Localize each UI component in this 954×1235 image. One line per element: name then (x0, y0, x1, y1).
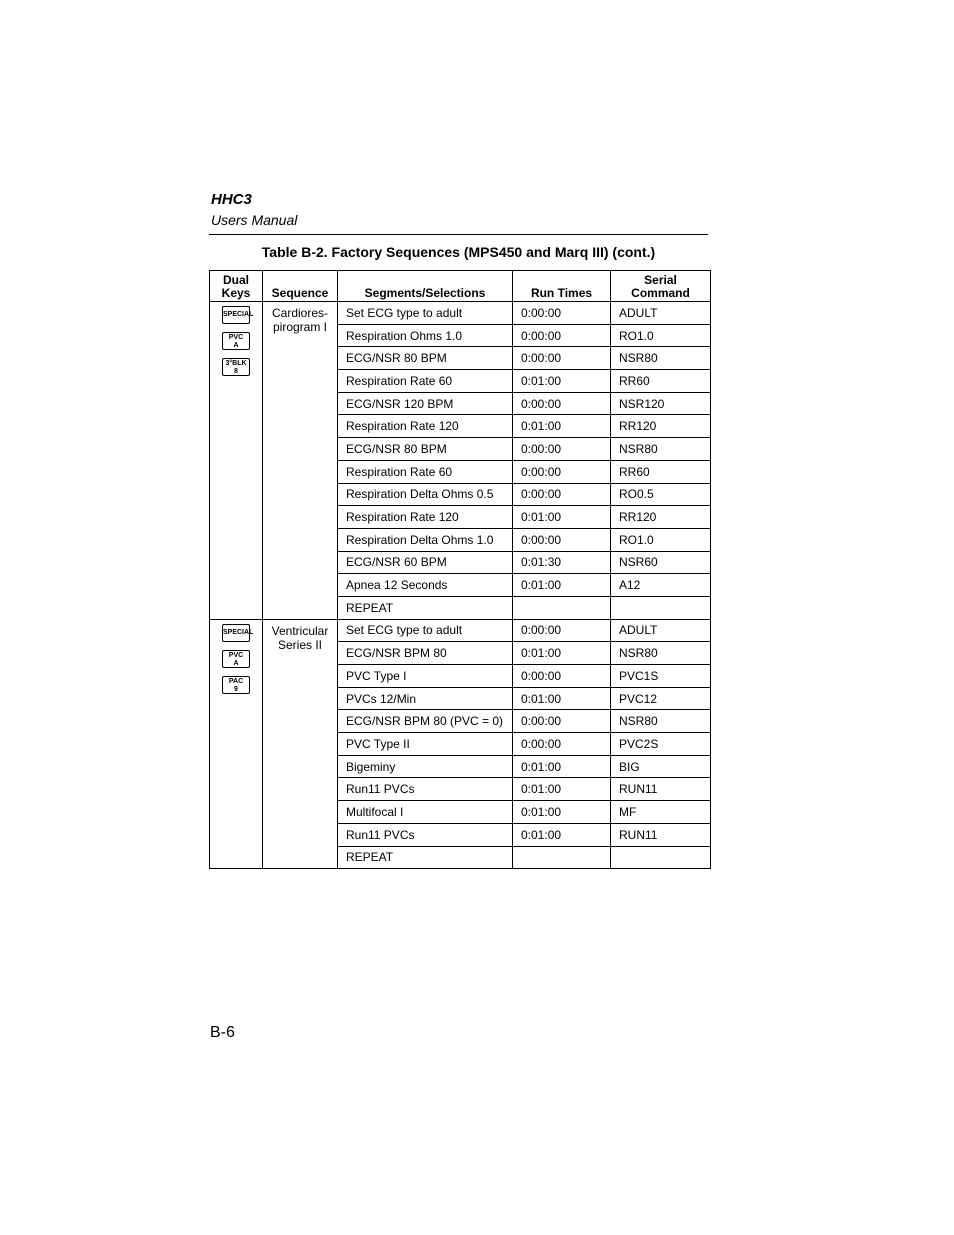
sequence-name-line: pirogram I (272, 320, 328, 334)
serial-command-cell: RR60 (611, 370, 711, 393)
key-pvc-icon (222, 332, 250, 350)
segment-cell: ECG/NSR 80 BPM (338, 438, 513, 461)
segment-cell: ECG/NSR 120 BPM (338, 392, 513, 415)
segment-cell: Set ECG type to adult (338, 302, 513, 325)
key-label: SPECIAL (223, 311, 254, 318)
run-time-cell: 0:01:00 (513, 687, 611, 710)
segment-cell: Respiration Ohms 1.0 (338, 324, 513, 347)
segment-cell: Set ECG type to adult (338, 619, 513, 642)
sequence-name-line: Ventricular (271, 623, 329, 638)
run-time-cell: 0:00:00 (513, 483, 611, 506)
header-product-title: HHC3 (211, 191, 252, 208)
run-time-cell: 0:00:00 (513, 324, 611, 347)
key-3blk-icon (222, 358, 250, 376)
run-time-cell: 0:00:00 (513, 392, 611, 415)
col-header-run-times: Run Times (513, 271, 611, 302)
run-time-cell: 0:01:00 (513, 415, 611, 438)
sequence-name-cell (263, 619, 338, 869)
table-header-row (210, 271, 711, 302)
key-label: 9 (234, 685, 238, 693)
key-pvc-icon (222, 650, 250, 668)
serial-command-cell: NSR80 (611, 710, 711, 733)
sequence-name-cell (263, 302, 338, 620)
serial-command-cell: PVC12 (611, 687, 711, 710)
run-time-cell: 0:00:00 (513, 460, 611, 483)
serial-command-cell: NSR120 (611, 392, 711, 415)
segment-cell: PVCs 12/Min (338, 687, 513, 710)
header-manual-subtitle: Users Manual (211, 212, 298, 228)
col-header-dual-keys: Dual Keys (210, 271, 263, 302)
segment-cell: Respiration Rate 60 (338, 460, 513, 483)
serial-command-cell: RR120 (611, 506, 711, 529)
segment-cell: Apnea 12 Seconds (338, 574, 513, 597)
serial-command-cell: RO1.0 (611, 324, 711, 347)
serial-command-cell (611, 846, 711, 869)
run-time-cell: 0:01:00 (513, 574, 611, 597)
run-time-cell: 0:01:30 (513, 551, 611, 574)
table-title: Table B-2. Factory Sequences (MPS450 and Marq III) (cont.) (261, 244, 656, 260)
run-time-cell: 0:00:00 (513, 619, 611, 642)
header-divider (209, 234, 708, 235)
serial-command-cell: RO0.5 (611, 483, 711, 506)
segment-cell: ECG/NSR BPM 80 (PVC = 0) (338, 710, 513, 733)
serial-command-cell: NSR80 (611, 642, 711, 665)
run-time-cell: 0:00:00 (513, 438, 611, 461)
run-time-cell (513, 846, 611, 869)
table-row (210, 302, 711, 325)
segment-cell: ECG/NSR 80 BPM (338, 347, 513, 370)
key-label: PVC (228, 651, 244, 659)
run-time-cell: 0:00:00 (513, 347, 611, 370)
segment-cell: Respiration Delta Ohms 0.5 (338, 483, 513, 506)
key-pac-icon (222, 676, 250, 694)
run-time-cell: 0:01:00 (513, 778, 611, 801)
run-time-cell: 0:01:00 (513, 506, 611, 529)
serial-command-cell: RR60 (611, 460, 711, 483)
serial-command-cell: RUN11 (611, 823, 711, 846)
dual-keys-cell (210, 302, 263, 620)
serial-command-cell: ADULT (611, 302, 711, 325)
run-time-cell: 0:00:00 (513, 733, 611, 756)
run-time-cell: 0:01:00 (513, 801, 611, 824)
key-special-icon (222, 306, 254, 324)
serial-command-cell: RO1.0 (611, 528, 711, 551)
key-label: A (233, 342, 239, 349)
run-time-cell: 0:00:00 (513, 528, 611, 551)
segment-cell: Respiration Rate 120 (338, 415, 513, 438)
run-time-cell: 0:00:00 (513, 302, 611, 325)
segment-cell: ECG/NSR BPM 80 (338, 642, 513, 665)
segment-cell: Run11 PVCs (338, 823, 513, 846)
segment-cell: ECG/NSR 60 BPM (338, 551, 513, 574)
serial-command-cell: MF (611, 801, 711, 824)
segment-cell: Respiration Delta Ohms 1.0 (338, 528, 513, 551)
run-time-cell: 0:01:00 (513, 370, 611, 393)
page-number: B-6 (210, 1024, 235, 1041)
key-label: A (233, 659, 239, 667)
key-label: PVC (228, 334, 244, 341)
segment-cell: Respiration Rate 120 (338, 506, 513, 529)
serial-command-cell: ADULT (611, 619, 711, 642)
dual-keys-cell (210, 619, 263, 869)
segment-cell: REPEAT (338, 596, 513, 619)
serial-command-cell: BIG (611, 755, 711, 778)
key-label: 3°BLK (225, 360, 247, 367)
run-time-cell: 0:00:00 (513, 710, 611, 733)
serial-command-cell: NSR80 (611, 438, 711, 461)
segment-cell: Bigeminy (338, 755, 513, 778)
col-header-serial-command: Serial Command (611, 271, 711, 302)
sequence-name-line: Series II (277, 637, 322, 652)
key-label: PAC (228, 677, 244, 685)
serial-command-cell: A12 (611, 574, 711, 597)
serial-command-cell: NSR60 (611, 551, 711, 574)
serial-command-cell (611, 596, 711, 619)
serial-command-cell: PVC2S (611, 733, 711, 756)
factory-sequences-table (209, 270, 711, 869)
key-label: 8 (234, 368, 238, 375)
serial-command-cell: RUN11 (611, 778, 711, 801)
sequence-name-line: Cardiores- (271, 306, 328, 320)
segment-cell: PVC Type II (338, 733, 513, 756)
run-time-cell: 0:01:00 (513, 642, 611, 665)
serial-command-cell: NSR80 (611, 347, 711, 370)
segment-cell: Run11 PVCs (338, 778, 513, 801)
segment-cell: PVC Type I (338, 665, 513, 688)
run-time-cell: 0:01:00 (513, 755, 611, 778)
run-time-cell (513, 596, 611, 619)
key-special-icon (222, 624, 254, 642)
col-header-sequence: Sequence (263, 271, 338, 302)
segment-cell: REPEAT (338, 846, 513, 869)
key-label: SPECIAL (223, 628, 254, 636)
run-time-cell: 0:01:00 (513, 823, 611, 846)
segment-cell: Respiration Rate 60 (338, 370, 513, 393)
col-header-segments: Segments/Selections (338, 271, 513, 302)
segment-cell: Multifocal I (338, 801, 513, 824)
table-row (210, 619, 711, 642)
serial-command-cell: PVC1S (611, 665, 711, 688)
run-time-cell: 0:00:00 (513, 665, 611, 688)
serial-command-cell: RR120 (611, 415, 711, 438)
